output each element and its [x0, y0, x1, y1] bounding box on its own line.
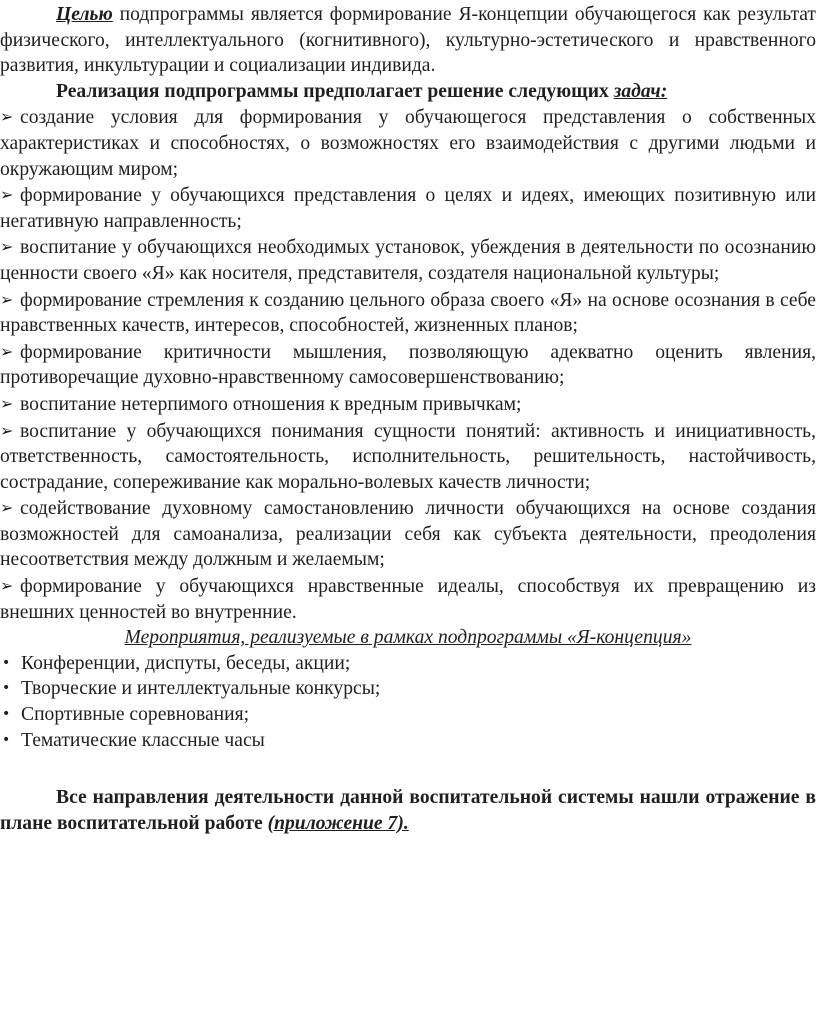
intro-text: подпрограммы является формирование Я-концепции обучающегося как результат физического, интеллектуального (когнитивного), культурно-эстетического и нравственного развития, инкультурации и социализации индивида.	[0, 4, 816, 77]
task-text: создание условия для формирования у обучающегося представления о собственных характеристиках и способностях, о возможностях его взаимодействия с другими людьми и окружающим миром;	[0, 107, 816, 180]
task-text: воспитание у обучающихся необходимых установок, убеждения в деятельности по осознанию ценности своего «Я» как носителя, представителя, создателя национальной культуры;	[0, 237, 816, 284]
events-title: Мероприятия, реализуемые в рамках подпрограммы «Я-концепция»	[124, 627, 692, 649]
intro-paragraph	[0, 2, 816, 79]
arrow-bullet-icon: ➢	[0, 576, 14, 596]
task-text: воспитание у обучающихся понимания сущности понятий: активность и инициативность, ответственность, самостоятельность, исполнительность, решительность, настойчивость, сострадание, сопереживание как морально-волевых качеств личности;	[0, 420, 816, 493]
tasks-heading-text: Реализация подпрограммы предполагает решение следующих	[56, 80, 614, 102]
task-item	[0, 287, 816, 339]
event-text: Спортивные соревнования;	[21, 704, 250, 726]
task-item	[0, 182, 816, 234]
arrow-bullet-icon: ➢	[0, 107, 14, 127]
task-text: содействование духовному самостановлению личности обучающихся на основе создания возможностей для самоанализа, реализации себя как субъекта деятельности, преодоления несоответствия между должным и желаемым;	[0, 498, 816, 571]
task-item	[0, 391, 816, 418]
event-item	[0, 728, 816, 754]
event-item	[0, 702, 816, 728]
task-text: формирование критичности мышления, позволяющую адекватно оценить явления, противоречащие духовно-нравственному самосовершенствованию;	[0, 341, 816, 389]
event-text: Конференции, диспуты, беседы, акции;	[21, 652, 351, 674]
arrow-bullet-icon: ➢	[0, 341, 14, 361]
task-text: формирование у обучающихся нравственные идеалы, способствуя их превращению из внешних ценностей во внутренние.	[0, 576, 816, 623]
event-text: Тематические классные часы	[21, 729, 265, 751]
events-list	[0, 651, 816, 753]
arrow-bullet-icon: ➢	[0, 289, 14, 309]
task-item	[0, 495, 816, 573]
tasks-heading	[0, 79, 816, 105]
arrow-bullet-icon: ➢	[0, 237, 14, 257]
dot-bullet-icon: •	[2, 654, 11, 671]
dot-bullet-icon: •	[2, 731, 11, 748]
tasks-heading-emphasis: задач:	[613, 80, 668, 102]
final-paragraph	[0, 785, 816, 836]
task-text: формирование у обучающихся представления о целях и идеях, имеющих позитивную или негативную направленность;	[0, 185, 816, 232]
task-item	[0, 339, 816, 391]
appendix-reference: (приложение 7).	[267, 812, 409, 834]
task-item	[0, 573, 816, 625]
event-text: Творческие и интеллектуальные конкурсы;	[21, 678, 381, 700]
dot-bullet-icon: •	[2, 680, 11, 697]
arrow-bullet-icon: ➢	[0, 185, 14, 205]
intro-lead-word: Целью	[56, 4, 113, 25]
event-item	[0, 676, 816, 702]
task-item	[0, 234, 816, 286]
event-item	[0, 651, 816, 677]
task-item	[0, 104, 816, 182]
dot-bullet-icon: •	[2, 706, 11, 723]
paragraph-spacer	[0, 753, 816, 785]
task-text: формирование стремления к созданию цельного образа своего «Я» на основе осознания в себе нравственных качеств, интересов, способностей, жизненных планов;	[0, 289, 816, 337]
task-item	[0, 418, 816, 496]
arrow-bullet-icon: ➢	[0, 420, 14, 440]
arrow-bullet-icon: ➢	[0, 393, 14, 413]
arrow-bullet-icon: ➢	[0, 498, 14, 518]
tasks-list	[0, 104, 816, 625]
final-text: Все направления деятельности данной воспитательной системы нашли отражение в плане воспитательной работе	[0, 787, 816, 834]
task-text: воспитание нетерпимого отношения к вредным привычкам;	[20, 393, 522, 415]
